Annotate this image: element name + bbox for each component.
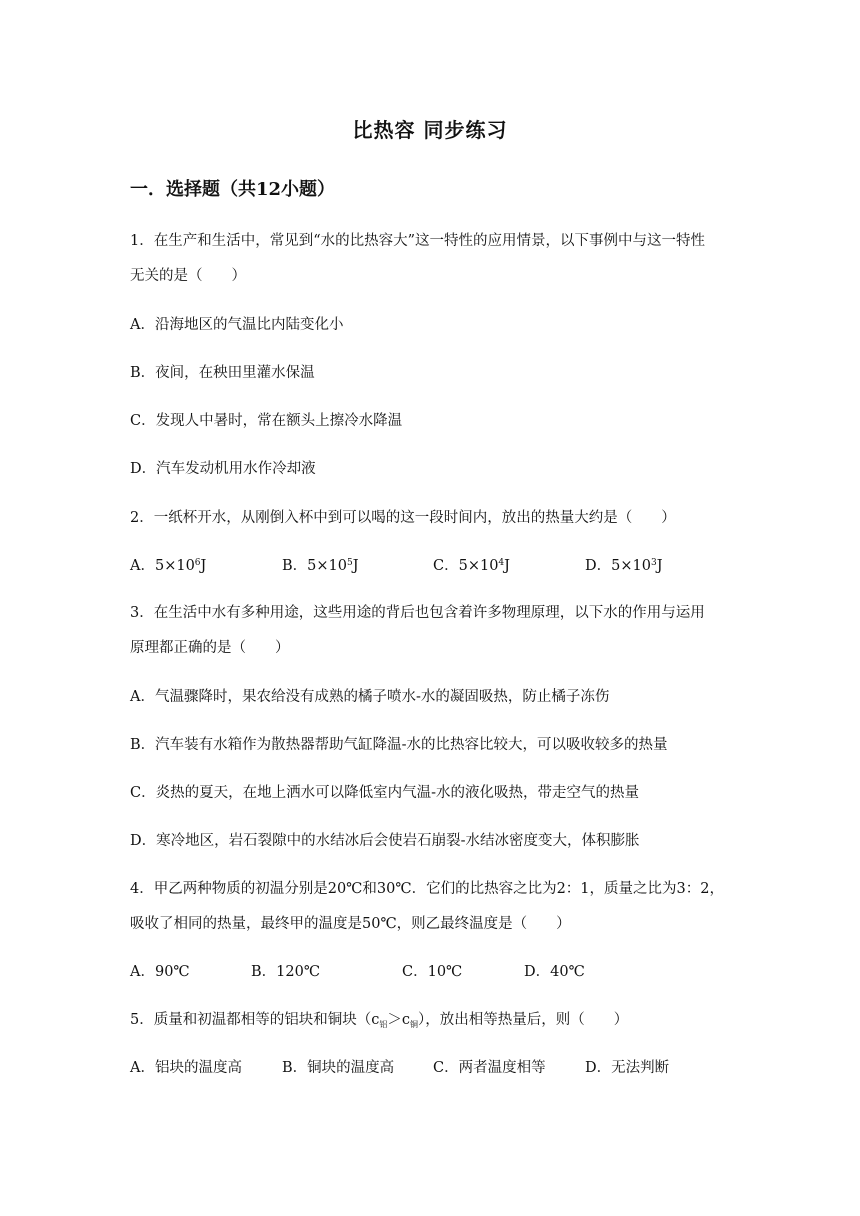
q1-option-d: D．汽车发动机用水作冷却液 bbox=[130, 461, 316, 477]
q4-stem-line1: 4．甲乙两种物质的初温分别是20℃和30℃．它们的比热容之比为2：1，质量之比为3：2， bbox=[130, 881, 724, 897]
q3-stem-line1: 3．在生活中水有多种用途，这些用途的背后也包含着许多物理原理，以下水的作用与运用 bbox=[130, 605, 705, 621]
q4-option-a: A．90℃ bbox=[130, 964, 190, 980]
q4-stem-line2: 吸收了相同的热量，最终甲的温度是50℃，则乙最终温度是（ ） bbox=[130, 916, 571, 932]
q2-stem: 2．一纸杯开水，从刚倒入杯中到可以喝的这一段时间内，放出的热量大约是（ ） bbox=[130, 510, 676, 526]
q5-option-b: B．铜块的温度高 bbox=[282, 1060, 395, 1076]
q2-option-c: C．$5\times 10^4J$ bbox=[433, 558, 510, 574]
q1-option-b: B．夜间，在秧田里灌水保温 bbox=[130, 365, 315, 381]
q2-option-b: B．$5\times 10^5J$ bbox=[282, 558, 359, 574]
q5-option-d: D．无法判断 bbox=[585, 1060, 670, 1076]
q3-option-d: D．寒冷地区，岩石裂隙中的水结冰后会使岩石崩裂-水结冰密度变大，体积膨胀 bbox=[130, 833, 640, 849]
q3-option-a: A．气温骤降时，果农给没有成熟的橘子喷水-水的凝固吸热，防止橘子冻伤 bbox=[130, 689, 610, 705]
section-heading: 一．选择题（共12小题） bbox=[130, 179, 336, 200]
q3-option-b: B．汽车装有水箱作为散热器帮助气缸降温-水的比热容比较大，可以吸收较多的热量 bbox=[130, 737, 668, 753]
q5-option-a: A．铝块的温度高 bbox=[130, 1060, 242, 1076]
q3-option-c: C．炎热的夏天，在地上洒水可以降低室内气温-水的液化吸热，带走空气的热量 bbox=[130, 785, 639, 801]
q1-stem-line1: 1．在生产和生活中，常见到“水的比热容大”这一特性的应用情景，以下事例中与这一特性 bbox=[130, 233, 706, 249]
q4-option-d: D．40℃ bbox=[524, 964, 585, 980]
q5-option-c: C．两者温度相等 bbox=[433, 1060, 546, 1076]
q4-option-b: B．120℃ bbox=[251, 964, 321, 980]
q1-stem-line2: 无关的是（ ） bbox=[130, 268, 246, 284]
q1-option-c: C．发现人中暑时，常在额头上擦冷水降温 bbox=[130, 413, 403, 429]
q4-option-c: C．10℃ bbox=[402, 964, 463, 980]
q2-option-a: A．$5\times 10^6J$ bbox=[130, 558, 207, 574]
q2-option-d: D．$5\times 10^3J$ bbox=[585, 558, 663, 574]
q1-option-a: A．沿海地区的气温比内陆变化小 bbox=[130, 317, 344, 333]
q5-stem: 5．质量和初温都相等的铝块和铜块$(c_铝>c_铜)$，放出相等热量后，则（ ） bbox=[130, 1012, 629, 1029]
document-title: 比热容 同步练习 bbox=[352, 118, 508, 142]
q3-stem-line2: 原理都正确的是（ ） bbox=[130, 640, 290, 656]
